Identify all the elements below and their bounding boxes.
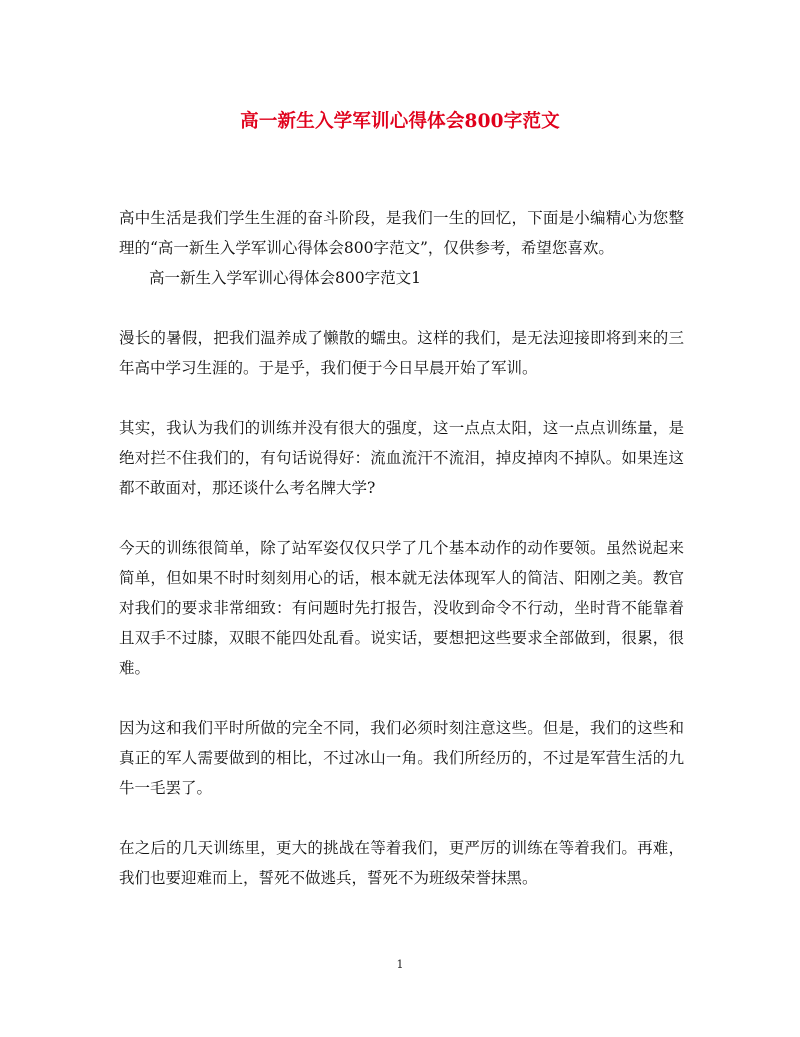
document-body <box>119 203 684 893</box>
page-number: 1 <box>396 958 404 971</box>
intro-paragraph: 高中生活是我们学生生涯的奋斗阶段，是我们一生的回忆，下面是小编精心为您整理的“高一新生入学军训心得体会800字范文”，仅供参考，希望您喜欢。 <box>119 209 684 257</box>
document-title: 高一新生入学军训心得体会800字范文 <box>240 111 560 132</box>
body-paragraph-4: 因为这和我们平时所做的完全不同，我们必须时刻注意这些。但是，我们的这些和真正的军人需要做到的相比，不过冰山一角。我们所经历的，不过是军营生活的九牛一毛罢了。 <box>119 719 684 797</box>
body-paragraph-2: 其实，我认为我们的训练并没有很大的强度，这一点点太阳，这一点点训练量，是绝对拦不住我们的，有句话说得好：流血流汗不流泪，掉皮掉肉不掉队。如果连这都不敢面对，那还谈什么考名牌大学? <box>119 419 684 497</box>
body-paragraph-3: 今天的训练很简单，除了站军姿仅仅只学了几个基本动作的动作要领。虽然说起来简单，但如果不时时刻刻用心的话，根本就无法体现军人的简洁、阳刚之美。教官对我们的要求非常细致：有问题时先打报告，没收到命令不行动，坐时背不能靠着且双手不过膝，双眼不能四处乱看。说实话，要想把这些要求全部做到，很累，很难。 <box>119 539 684 677</box>
section-subheading: 高一新生入学军训心得体会800字范文1 <box>149 269 421 287</box>
body-paragraph-5: 在之后的几天训练里，更大的挑战在等着我们，更严厉的训练在等着我们。再难，我们也要迎难而上，誓死不做逃兵，誓死不为班级荣誉抹黑。 <box>119 839 684 887</box>
body-paragraph-1: 漫长的暑假，把我们温养成了懒散的蠕虫。这样的我们，是无法迎接即将到来的三年高中学习生涯的。于是乎，我们便于今日早晨开始了军训。 <box>119 329 684 377</box>
